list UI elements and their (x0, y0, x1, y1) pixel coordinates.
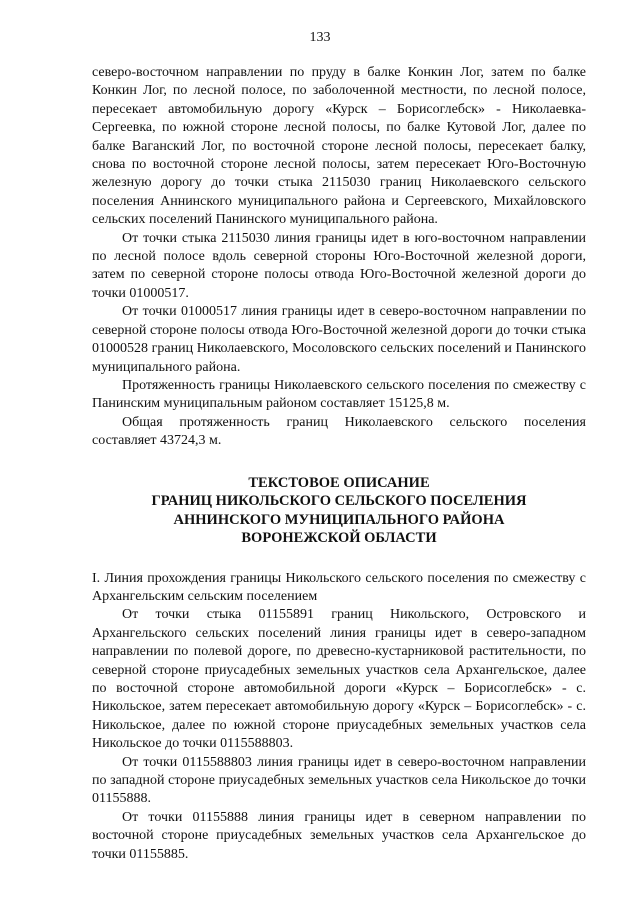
heading-line-2: ГРАНИЦ НИКОЛЬСКОГО СЕЛЬСКОГО ПОСЕЛЕНИЯ (151, 493, 527, 510)
section-heading (92, 474, 586, 548)
paragraph-7: От точки стыка 01155891 границ Никольского, Островского и Архангельского сельских поселений линия границы идет в северо-западном направлении по полевой дороге, по древесно-кустарниковой растительности, по северной стороне приусадебных земельных участков села Архангельское, далее по восточной стороне автомобильной дороги «Курск – Борисоглебск» - с. Никольское, затем пересекает автомобильную дорогу «Курск – Борисоглебск» - с. Никольское, далее по южной стороне приусадебных земельных участков села Никольское до точки 0115588803. (92, 607, 586, 752)
paragraph-1: северо-восточном направлении по пруду в балке Конкин Лог, затем по балке Конкин Лог, по лесной полосе, по заболоченной местности, по лесной полосе, пересекает автомобильную дорогу «Курск – Борисоглебск» - Николаевка-Сергеевка, по южной стороне лесной полосы, по балке Кутовой Лог, далее по балке Ваганский Лог, по восточной стороне лесной полосы, пересекает балку, снова по восточной стороне лесной полосы, затем пересекает Юго-Восточную железную дорогу до точки стыка 2115030 границ Николаевского сельского поселения Аннинского муниципального района и Сергеевского, Михайловского сельских поселений Панинского муниципального района. (92, 65, 586, 228)
document-body (92, 64, 586, 864)
paragraph-4: Протяженность границы Николаевского сельского поселения по смежеству с Панинским муниципальным районом составляет 15125,8 м. (92, 377, 586, 412)
paragraph-8: От точки 0115588803 линия границы идет в северо-восточном направлении по западной стороне приусадебных земельных участков села Никольское до точки 01155888. (92, 754, 586, 807)
heading-line-3: АННИНСКОГО МУНИЦИПАЛЬНОГО РАЙОНА (173, 511, 505, 528)
paragraph-9: От точки 01155888 линия границы идет в северном направлении по восточной стороне приусадебных земельных участков села Архангельское до точки 01155885. (92, 809, 586, 862)
paragraph-2: От точки стыка 2115030 линия границы идет в юго-восточном направлении по лесной полосе вдоль северной стороны Юго-Восточной железной дороги, затем по северной стороне полосы отвода Юго-Восточной железной дороги до точки 01000517. (92, 230, 586, 301)
heading-line-1: ТЕКСТОВОЕ ОПИСАНИЕ (248, 474, 430, 491)
paragraph-5: Общая протяженность границ Николаевского сельского поселения составляет 43724,3 м. (92, 414, 586, 449)
paragraph-3: От точки 01000517 линия границы идет в северо-восточном направлении по северной стороне полосы отвода Юго-Восточной железной дороги до точки стыка 01000528 границ Николаевского, Мосоловского сельских поселений и Панинского муниципального района. (92, 304, 586, 375)
page-number: 133 (309, 30, 331, 45)
paragraph-6: I. Линия прохождения границы Никольского сельского поселения по смежеству с Архангельским сельским поселением (92, 570, 586, 604)
heading-line-4: ВОРОНЕЖСКОЙ ОБЛАСТИ (241, 530, 437, 547)
